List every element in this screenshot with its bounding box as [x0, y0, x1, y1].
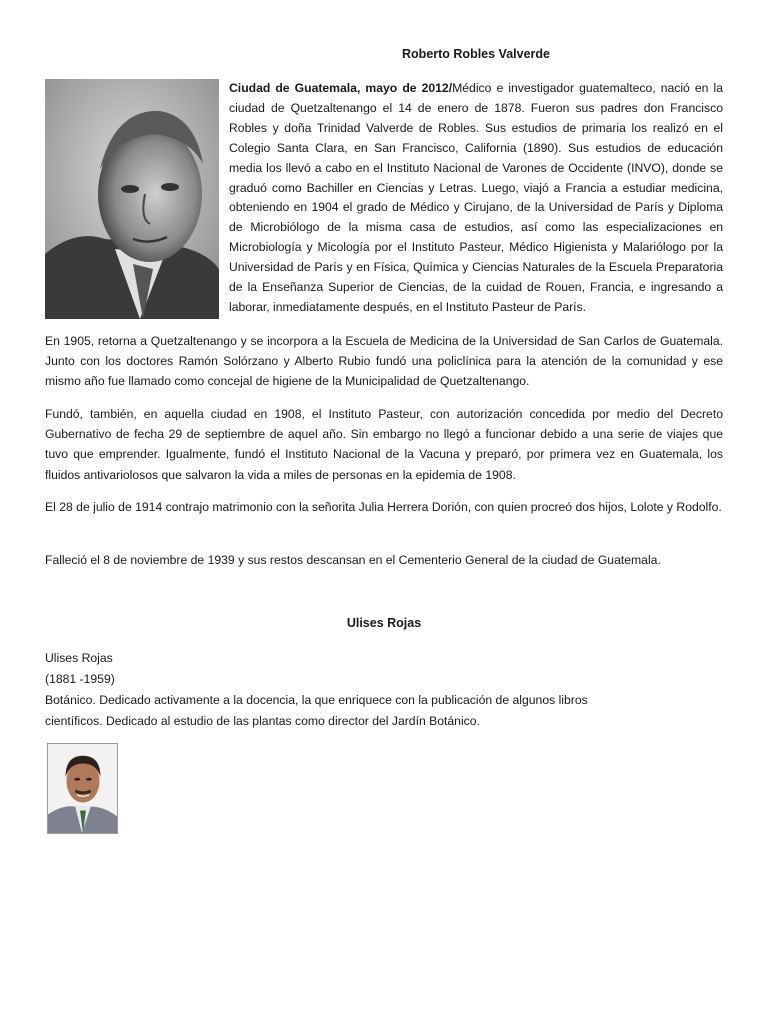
bio-line-2: científicos. Dedicado al estudio de las plantas como director del Jardín Botánico. — [45, 714, 480, 728]
paragraph-1908: Fundó, también, en aquella ciudad en 1908, el Instituto Pasteur, con autorización concedida por medio del Decreto Gubernativo de fecha 29 de septiembre de aquel año. Sin embargo no llegó a funcionar debido a una serie de viajes que tuvo que emprender. Igualmente, fundó el Instituto Nacional de la Vacuna y preparó, por primera vez en Guatemala, los fluidos antivariolosos que salvaron la vida a miles de personas en la epidemia de 1908. — [45, 407, 723, 482]
bio-name: Ulises Rojas — [45, 651, 113, 665]
intro-body: Médico e investigador guatemalteco, nació en la ciudad de Quetzaltenango el 14 de enero de 1878. Fueron sus padres don Francisco Robles y doña Trinidad Valverde de Robles. Sus estudios de primaria los realizó en el Colegio Santa Clara, en San Francisco, California (1890). Sus estudios de educación media los llevó a cabo en el Instituto Nacional de Varones de Occidente (INVO), donde se graduó como Bachiller en Ciencias y Letras. Luego, viajó a Francia a estudiar medicina, obteniendo en 1904 el grado de Médico y Cirujano, de la Universidad de París y Diploma de Microbiólogo de la misma casa de estudios, así como las especializaciones en Microbiología y Micología por el Instituto Pasteur, Médico Higienista y Malariólogo por la Universidad de París y en Física, Química y Ciencias Naturales de la Escuela Preparatoria de la Enseñanza Superior de Ciencias, de la cuidad de Rouen, Francia, e ingresando a laborar, inmediatamente después, en el Instituto Pasteur de París. — [229, 81, 724, 314]
intro-paragraph — [229, 79, 723, 318]
bio-line-1: Botánico. Dedicado activamente a la docencia, la que enriquece con la publicación de algunos libros — [45, 693, 588, 707]
rojas-bio — [45, 648, 665, 732]
intro-lead: Ciudad de Guatemala, mayo de 2012/ — [229, 81, 453, 95]
section-title-rojas: Ulises Rojas — [346, 616, 422, 630]
portrait-photo-icon — [45, 79, 219, 319]
portrait-robles — [45, 79, 219, 319]
paragraph-1914: El 28 de julio de 1914 contrajo matrimonio con la señorita Julia Herrera Dorión, con quien procreó dos hijos, Lolote y Rodolfo. — [45, 500, 722, 514]
paragraph-1939: Falleció el 8 de noviembre de 1939 y sus restos descansan en el Cementerio General de la ciudad de Guatemala. — [45, 553, 661, 567]
section-title-robles: Roberto Robles Valverde — [402, 47, 550, 61]
portrait-photo-icon — [48, 744, 117, 833]
paragraph-1905: En 1905, retorna a Quetzaltenango y se incorpora a la Escuela de Medicina de la Universidad de San Carlos de Guatemala. Junto con los doctores Ramón Solórzano y Alberto Rubio fundó una policlínica para la atención de la comunidad y ese mismo año fue llamado como concejal de higiene de la Municipalidad de Quetzaltenango. — [45, 334, 723, 389]
portrait-rojas — [47, 743, 118, 834]
bio-years: (1881 -1959) — [45, 672, 115, 686]
